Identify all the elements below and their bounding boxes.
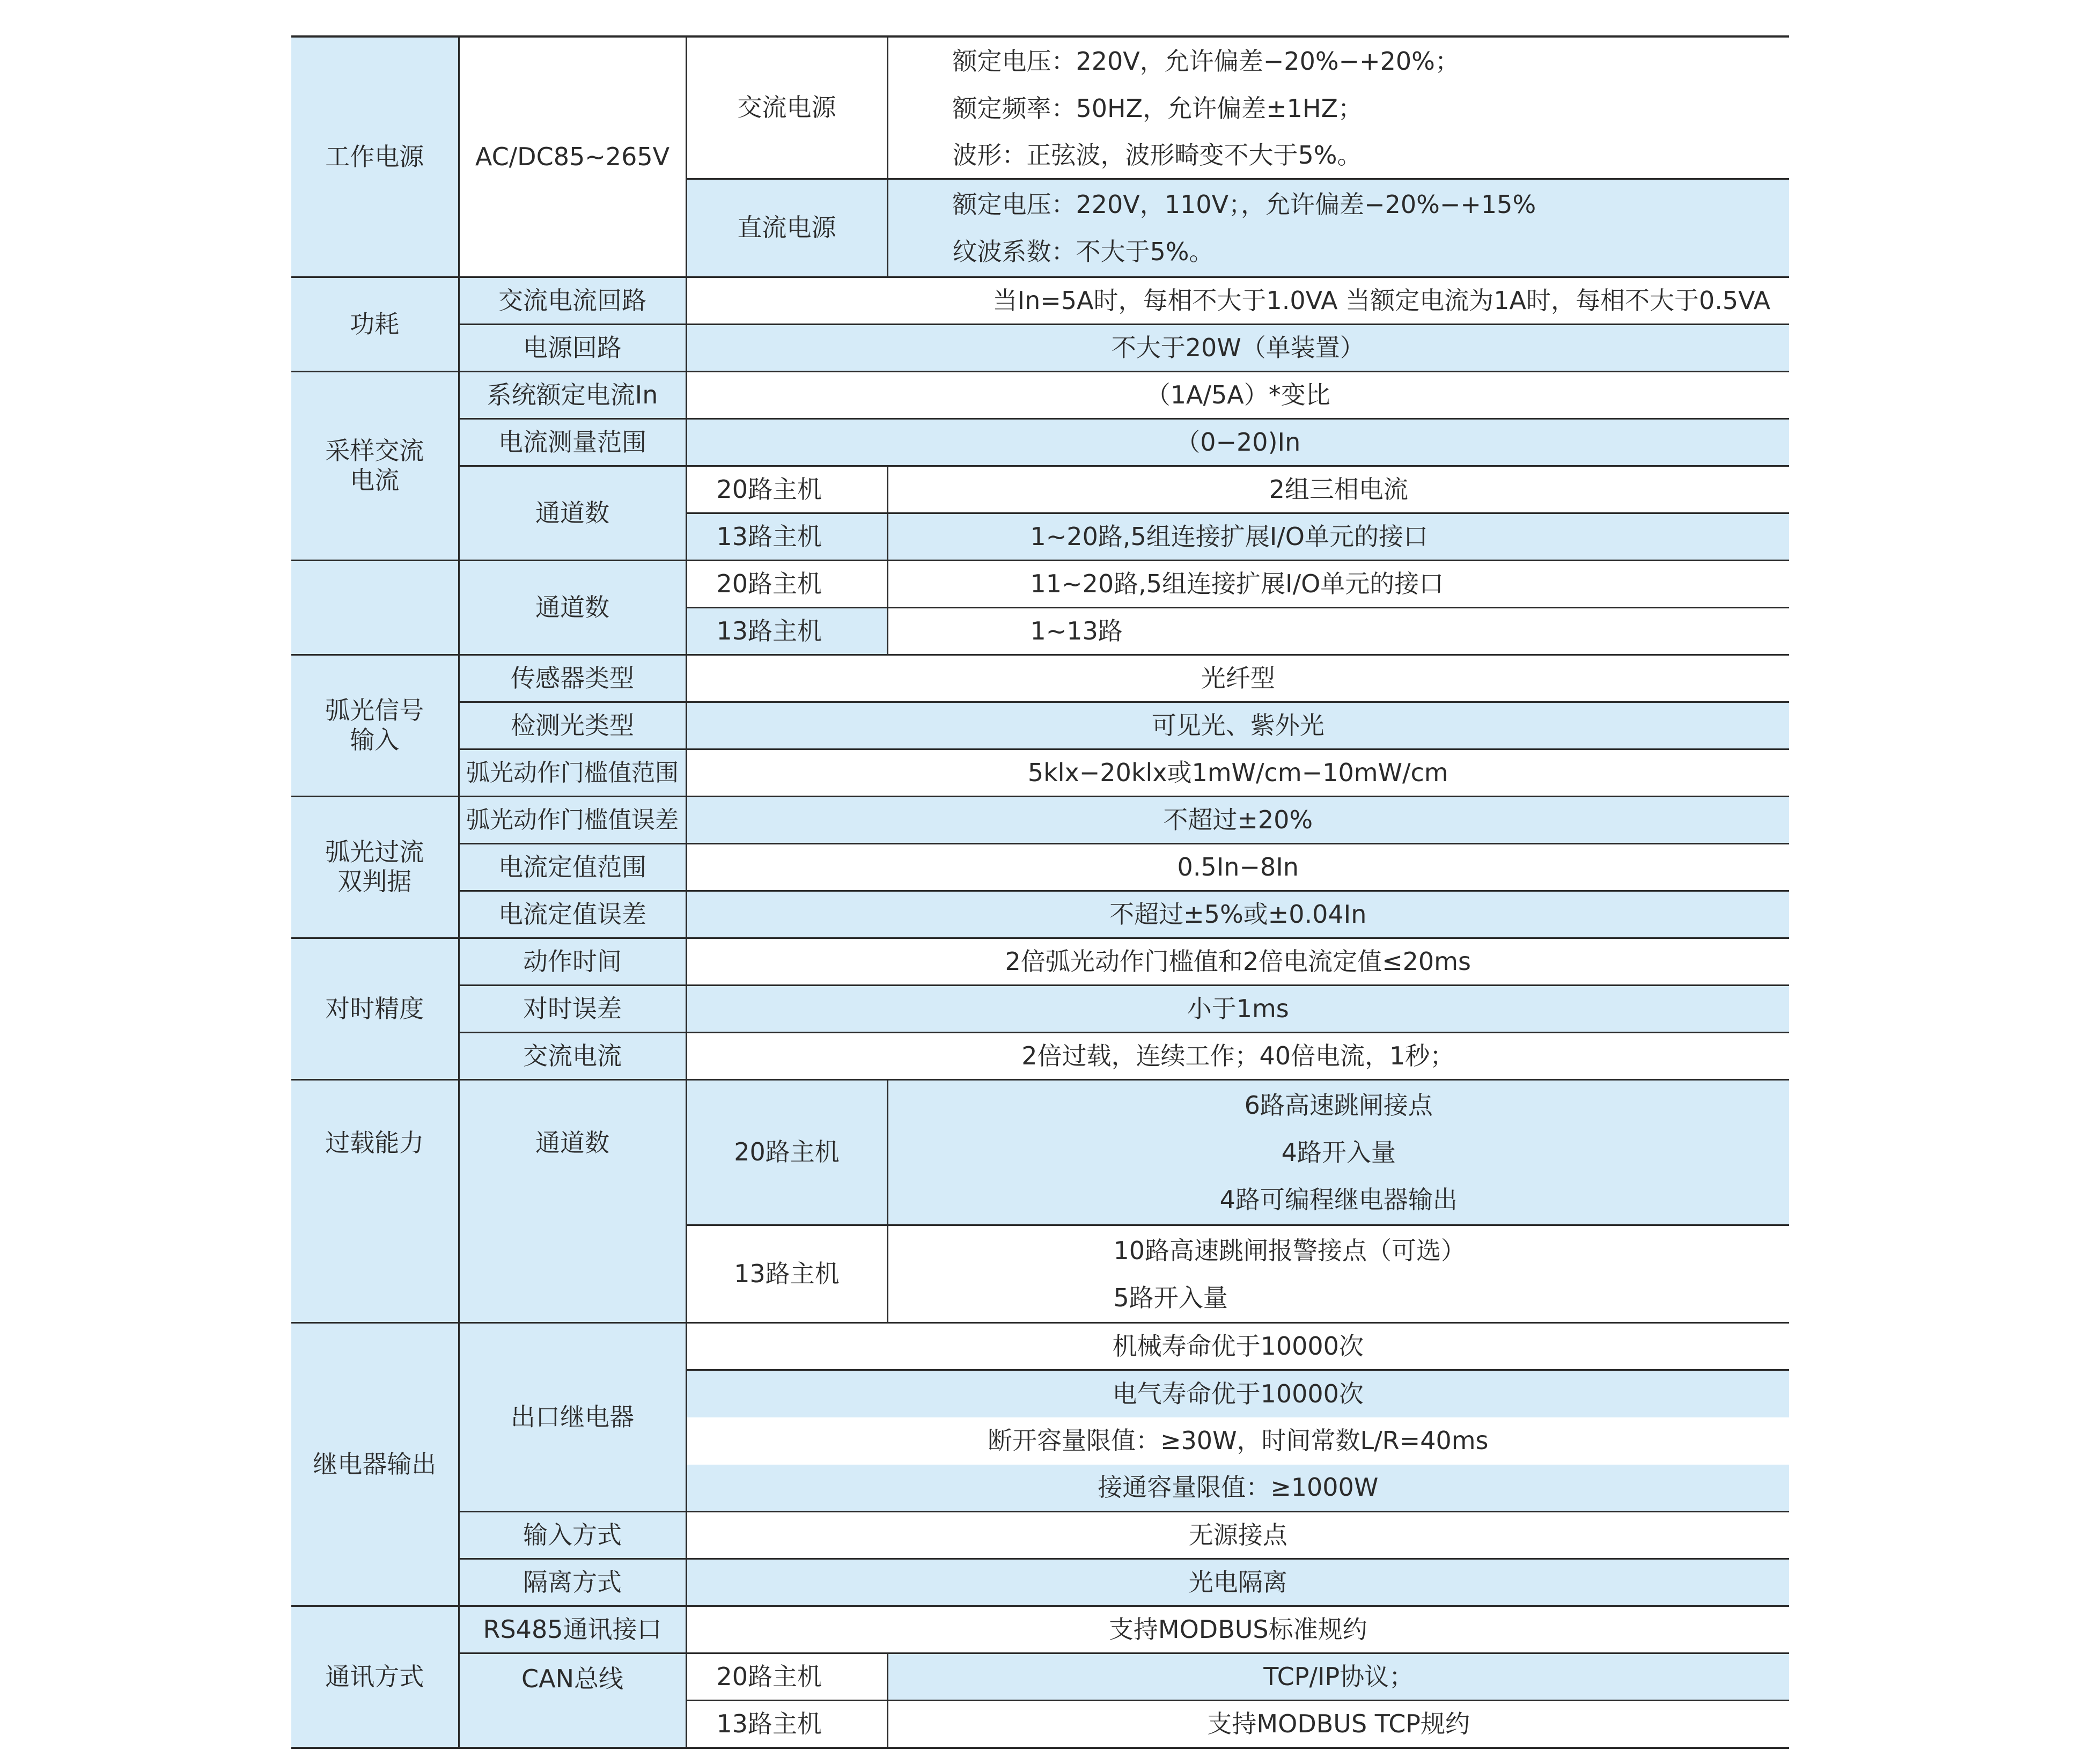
comm-host13: 13路主机 [686, 1701, 887, 1748]
ac-current-label: 交流电流 [459, 1033, 686, 1080]
rs485-label: RS485通讯接口 [459, 1606, 686, 1653]
category-overload: 过载能力 [291, 1080, 459, 1323]
action-time-label: 动作时间 [459, 938, 686, 986]
category-sampling [291, 372, 459, 561]
action-time-value: 2倍弧光动作门槛值和2倍电流定值≤20ms [686, 938, 1789, 986]
ac-power-line: 额定频率：50HZ，允许偏差±1HZ； [952, 94, 1363, 123]
threshold-error-label: 弧光动作门槛值误差 [459, 797, 686, 844]
isolation-label: 隔离方式 [459, 1559, 686, 1606]
table-row [291, 797, 1789, 844]
outlet-value: 断开容量限值：≥30W，时间常数L/R=40ms [686, 1417, 1789, 1465]
power-circuit-value: 不大于20W（单装置） [686, 325, 1789, 372]
threshold-range-label: 弧光动作门槛值范围 [459, 749, 686, 797]
category-blank [291, 561, 459, 655]
ac-power-line: 波形：正弦波，波形畸变不大于5%。 [952, 141, 1362, 170]
table-row [291, 749, 1789, 797]
sampling-channels-label: 通道数 [459, 466, 686, 561]
isolation-value: 光电隔离 [686, 1559, 1789, 1606]
category-consumption: 功耗 [291, 277, 459, 372]
table-row [291, 655, 1789, 702]
overload-host20-line: 4路可编程继电器输出 [1219, 1185, 1458, 1214]
overload-host20-line: 6路高速跳闸接点 [1244, 1091, 1433, 1120]
ac-circuit-value: 当In=5A时，每相不大于1.0VA 当额定电流为1A时，每相不大于0.5VA [686, 277, 1789, 325]
table-row [291, 1653, 1789, 1701]
sampling-host20: 20路主机 [686, 466, 887, 513]
table-row [291, 466, 1789, 513]
category-relay: 继电器输出 [291, 1323, 459, 1606]
category-power: 工作电源 [291, 36, 459, 277]
current-setting-label: 电流定值范围 [459, 844, 686, 891]
outlet-relay-label: 出口继电器 [459, 1323, 686, 1512]
spec-table [291, 35, 1789, 1749]
threshold-error-value: 不超过±20% [686, 797, 1789, 844]
rs485-value: 支持MODBUS标准规约 [686, 1606, 1789, 1653]
outlet-value: 电气寿命优于10000次 [686, 1370, 1789, 1417]
blank-host13-value: 1~13路 [887, 608, 1789, 655]
sampling-host20-value: 2组三相电流 [887, 466, 1789, 513]
current-setting-value: 0.5In−8In [686, 844, 1789, 891]
dc-power-spec [887, 179, 1789, 277]
measure-range-value: （0−20)In [686, 419, 1789, 466]
input-mode-value: 无源接点 [686, 1512, 1789, 1559]
category-arc-overcurrent-text: 弧光过流双判据 [325, 837, 424, 896]
table-row [291, 891, 1789, 938]
ac-current-value: 2倍过载，连续工作；40倍电流，1秒； [686, 1033, 1789, 1080]
dc-power-label: 直流电源 [686, 179, 887, 277]
table-row [291, 702, 1789, 749]
category-arc-overcurrent [291, 797, 459, 938]
table-row [291, 1512, 1789, 1559]
light-type-label: 检测光类型 [459, 702, 686, 749]
table-row [291, 561, 1789, 608]
ac-power-line: 额定电压：220V，允许偏差−20%−+20%； [952, 47, 1460, 76]
table-row [291, 372, 1789, 419]
setting-error-value: 不超过±5%或±0.04In [686, 891, 1789, 938]
power-range: AC/DC85~265V [459, 36, 686, 277]
category-arc-input [291, 655, 459, 797]
blank-host20-value: 11~20路,5组连接扩展I/O单元的接口 [887, 561, 1789, 608]
table-row [291, 419, 1789, 466]
comm-host13-value: 支持MODBUS TCP规约 [887, 1701, 1789, 1748]
timing-error-value: 小于1ms [686, 986, 1789, 1033]
category-timing: 对时精度 [291, 938, 459, 1080]
category-arc-input-text: 弧光信号输入 [325, 695, 424, 754]
category-sampling-text: 采样交流电流 [325, 436, 424, 495]
measure-range-label: 电流测量范围 [459, 419, 686, 466]
sampling-host13-value: 1~20路,5组连接扩展I/O单元的接口 [887, 513, 1789, 561]
sensor-type-label: 传感器类型 [459, 655, 686, 702]
blank-channels-label: 通道数 [459, 561, 686, 655]
table-row [291, 938, 1789, 986]
table-row [291, 1606, 1789, 1653]
overload-host13-spec [887, 1225, 1789, 1323]
ac-power-spec [887, 36, 1789, 179]
ac-power-label: 交流电源 [686, 36, 887, 179]
overload-host13-line: 5路开入量 [1113, 1283, 1228, 1312]
comm-host20-value: TCP/IP协议； [887, 1653, 1789, 1701]
rated-current-label: 系统额定电流In [459, 372, 686, 419]
table-row [291, 986, 1789, 1033]
blank-host13: 13路主机 [686, 608, 887, 655]
dc-power-line: 额定电压：220V，110V；，允许偏差−20%−+15% [952, 190, 1536, 219]
table-row [291, 1323, 1789, 1370]
power-circuit-label: 电源回路 [459, 325, 686, 372]
table-row [291, 325, 1789, 372]
sensor-type-value: 光纤型 [686, 655, 1789, 702]
light-type-value: 可见光、紫外光 [686, 702, 1789, 749]
overload-host13-line: 10路高速跳闸报警接点（可选） [1113, 1236, 1466, 1265]
threshold-range-value: 5klx−20klx或1mW/cm−10mW/cm [686, 749, 1789, 797]
table-row [291, 844, 1789, 891]
sampling-host13: 13路主机 [686, 513, 887, 561]
rated-current-value: （1A/5A）*变比 [686, 372, 1789, 419]
comm-host20: 20路主机 [686, 1653, 887, 1701]
timing-error-label: 对时误差 [459, 986, 686, 1033]
table-row [291, 1080, 1789, 1225]
setting-error-label: 电流定值误差 [459, 891, 686, 938]
category-comm: 通讯方式 [291, 1606, 459, 1748]
overload-host20-line: 4路开入量 [1281, 1138, 1396, 1167]
can-bus-label: CAN总线 [459, 1653, 686, 1748]
table-row [291, 36, 1789, 179]
input-mode-label: 输入方式 [459, 1512, 686, 1559]
overload-host13: 13路主机 [686, 1225, 887, 1323]
table-row [291, 1033, 1789, 1080]
table-row [291, 1559, 1789, 1606]
outlet-value: 接通容量限值：≥1000W [686, 1465, 1789, 1512]
ac-circuit-label: 交流电流回路 [459, 277, 686, 325]
overload-channels-label: 通道数 [459, 1080, 686, 1323]
table-row [291, 277, 1789, 325]
blank-host20: 20路主机 [686, 561, 887, 608]
outlet-value: 机械寿命优于10000次 [686, 1323, 1789, 1370]
overload-host20: 20路主机 [686, 1080, 887, 1225]
dc-power-line: 纹波系数：不大于5%。 [952, 237, 1214, 266]
overload-host20-spec [887, 1080, 1789, 1225]
